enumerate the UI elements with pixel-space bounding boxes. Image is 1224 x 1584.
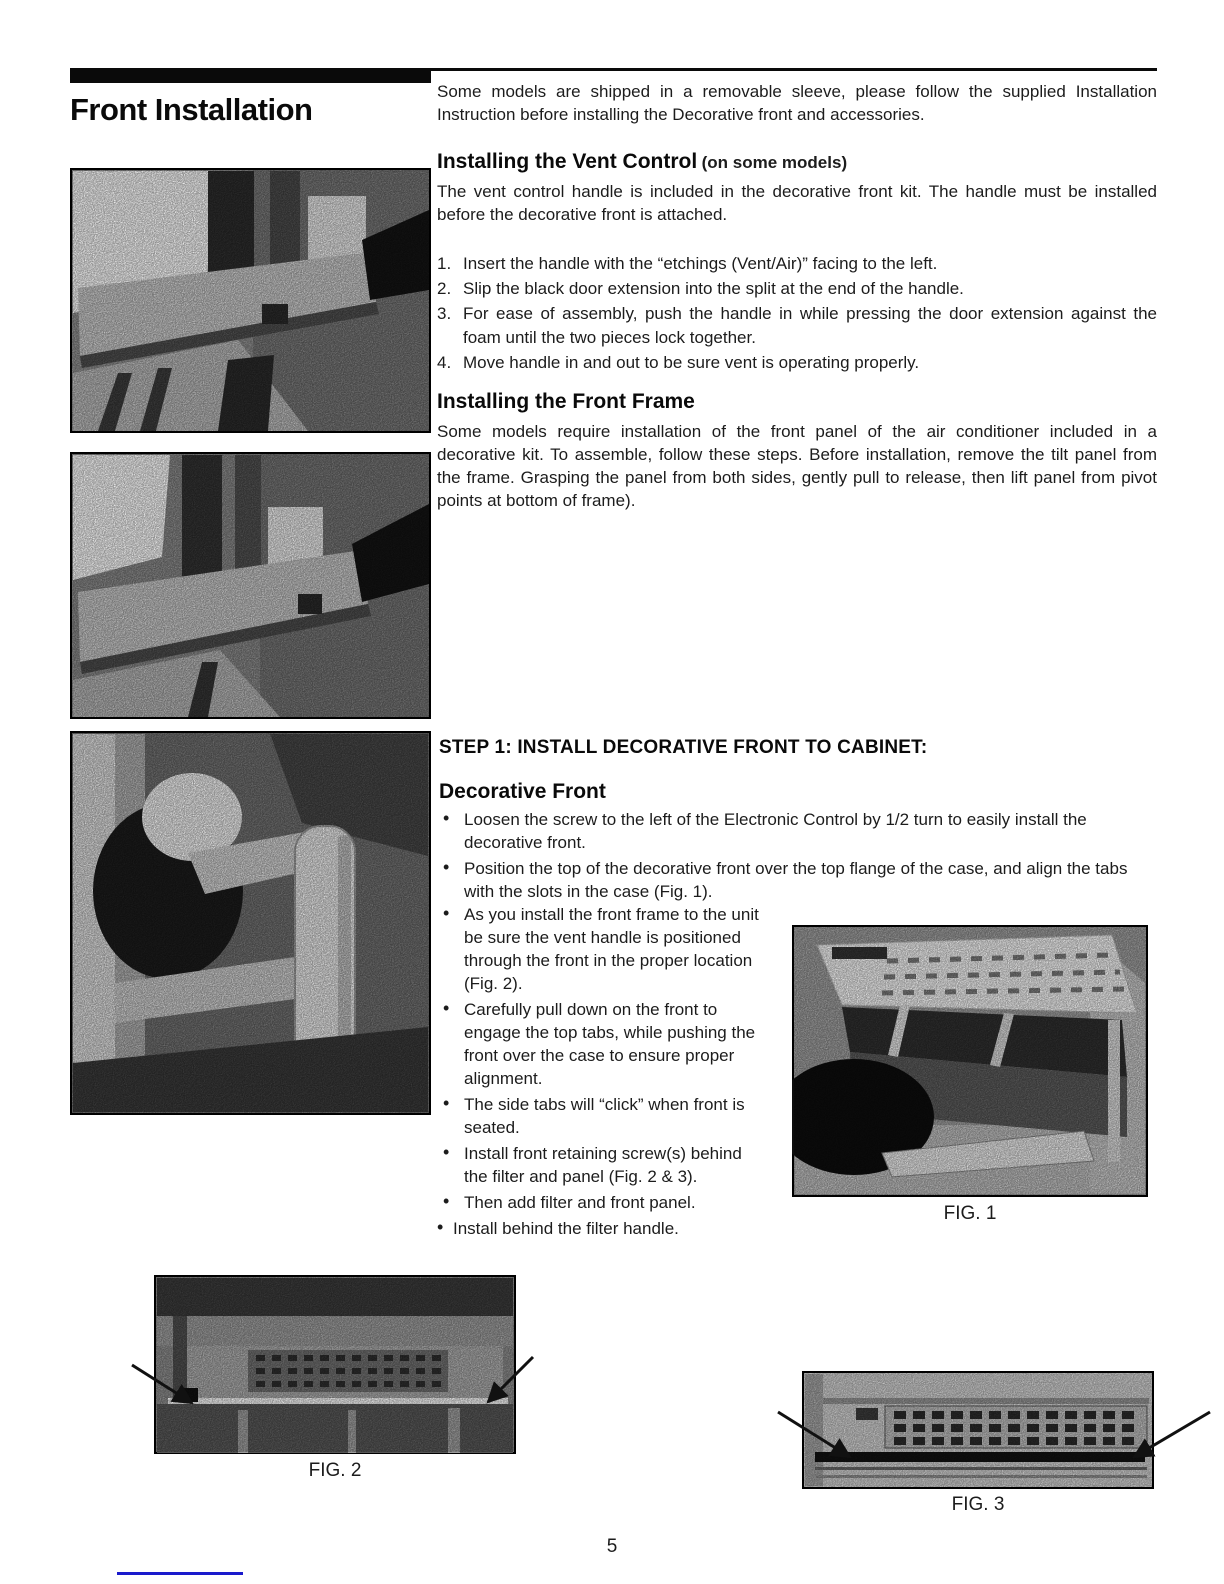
- page-number: 5: [606, 1536, 618, 1557]
- list-item: • Install front retaining screw(s) behind the filter and panel (Fig. 2 & 3).: [437, 1142, 763, 1188]
- step-text: Slip the black door extension into the split at the end of the handle.: [463, 279, 964, 298]
- list-item: • Loosen the screw to the left of the Electronic Control by 1/2 turn to easily install the decorative front.: [437, 808, 1137, 854]
- vent-control-steps: [437, 252, 1157, 376]
- photo-vent-handle-step2: [70, 452, 431, 719]
- decorative-front-bullets-wide: [437, 808, 1137, 906]
- figure-1-photo: [792, 925, 1148, 1197]
- page-title: Front Installation: [70, 92, 313, 127]
- decorative-front-bullets-narrow: [437, 903, 763, 1243]
- figure-1-caption: FIG. 1: [943, 1203, 997, 1224]
- photo-vent-handle-step1: [70, 168, 431, 433]
- front-frame-heading: Installing the Front Frame: [437, 390, 695, 413]
- intro-paragraph: Some models are shipped in a removable sleeve, please follow the supplied Installation Instruction before installing the Decorative front and accessories.: [437, 82, 1157, 124]
- list-item: • Position the top of the decorative front over the top flange of the case, and align the tabs with the slots in the case (Fig. 1).: [437, 857, 1137, 903]
- list-item: • The side tabs will “click” when front is seated.: [437, 1093, 763, 1139]
- list-item: [437, 277, 1157, 301]
- step-number: 4.: [437, 353, 452, 372]
- front-frame-body: Some models require installation of the front panel of the air conditioner included in a decorative kit. To assemble, follow these steps. Before installation, remove the tilt panel from the frame. Grasping the panel from both sides, gently pull to release, then lift panel from pivot points at bottom of frame).: [437, 422, 1157, 510]
- figure-2-photo: [118, 1270, 554, 1460]
- vent-control-heading: [437, 150, 1157, 174]
- decorative-front-subheading: Decorative Front: [439, 780, 606, 803]
- list-item: • Carefully pull down on the front to engage the top tabs, while pushing the front over the case to ensure proper alignment.: [437, 998, 763, 1090]
- step-number: 1.: [437, 254, 452, 273]
- footer-divider: [117, 1572, 243, 1575]
- vent-control-heading-note: (on some models): [701, 153, 848, 172]
- figure-3-caption: FIG. 3: [951, 1494, 1005, 1515]
- list-item: • As you install the front frame to the unit be sure the vent handle is positioned through the front in the proper location (Fig. 2).: [437, 903, 763, 995]
- figure-2-caption: FIG. 2: [308, 1460, 362, 1481]
- step-text: Insert the handle with the “etchings (Vent/Air)” facing to the left.: [463, 254, 938, 273]
- vent-control-body: The vent control handle is included in the decorative front kit. The handle must be installed before the decorative front is attached.: [437, 182, 1157, 224]
- vent-control-heading-text: Installing the Vent Control: [437, 150, 698, 173]
- step-text: For ease of assembly, push the handle in while pressing the door extension against the foam until the two pieces lock together.: [463, 304, 1157, 347]
- step-number: 3.: [437, 304, 452, 323]
- list-item: • Install behind the filter handle.: [437, 1217, 763, 1240]
- photo-handle-through-front: [70, 731, 431, 1115]
- list-item: [437, 302, 1157, 350]
- list-item: • Then add filter and front panel.: [437, 1191, 763, 1214]
- list-item: [437, 351, 1157, 375]
- list-item: [437, 252, 1157, 276]
- header-bar: [70, 70, 431, 83]
- step-text: Move handle in and out to be sure vent is operating properly.: [463, 353, 920, 372]
- step1-heading: STEP 1: INSTALL DECORATIVE FRONT TO CABINET:: [439, 737, 928, 758]
- step-number: 2.: [437, 279, 452, 298]
- figure-3-photo: [770, 1368, 1218, 1493]
